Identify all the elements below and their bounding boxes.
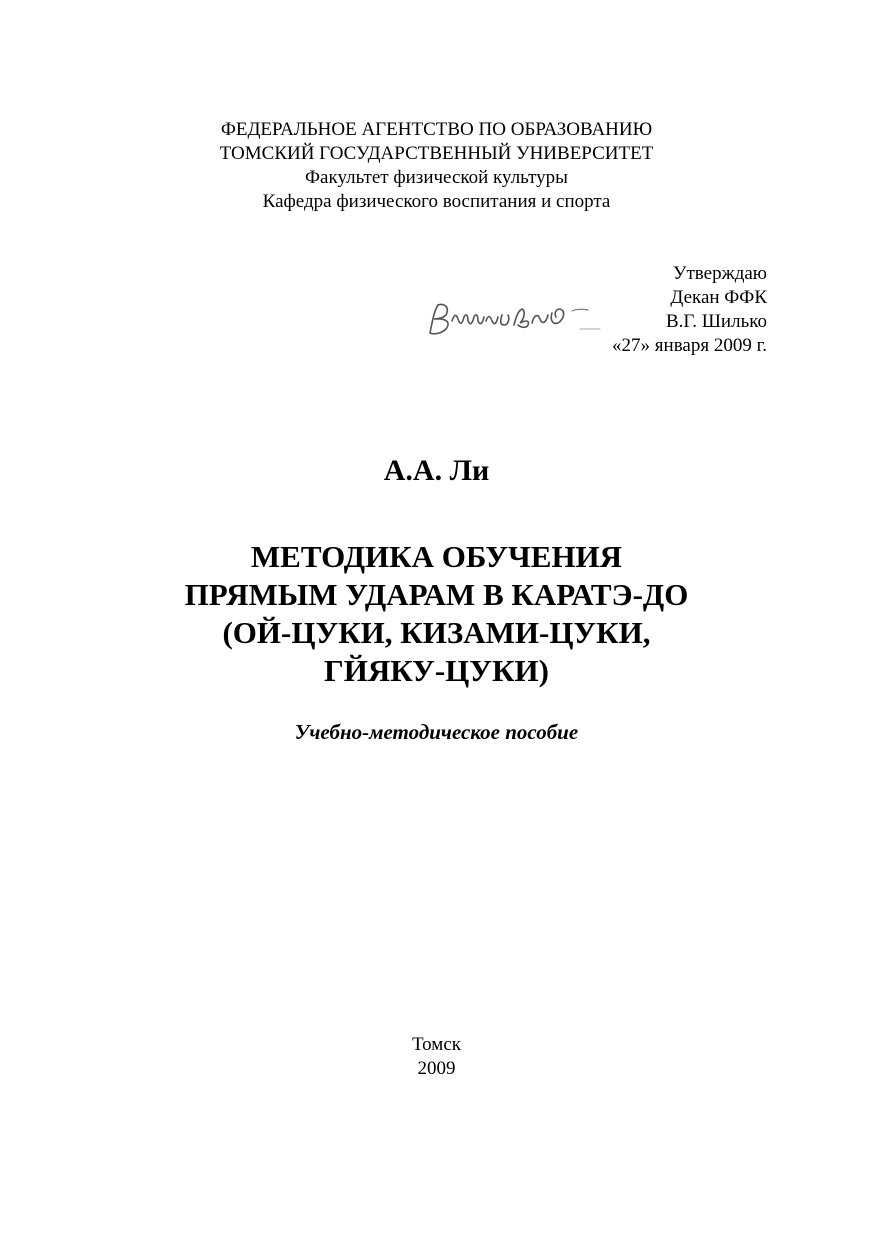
document-type: Учебно-методическое пособие: [294, 720, 579, 744]
approver-name: В.Г. Шилько: [665, 311, 767, 332]
approver-position: Декан ФФК: [670, 287, 767, 308]
department-name: Кафедра физического воспитания и спорта: [262, 191, 611, 212]
publication-info: [0, 1033, 873, 1081]
university-name: ТОМСКИЙ ГОСУДАРСТВЕННЫЙ УНИВЕРСИТЕТ: [219, 143, 654, 164]
title-line: ПРЯМЫМ УДАРАМ В КАРАТЭ-ДО: [184, 577, 689, 612]
year: 2009: [417, 1058, 456, 1079]
author-name: А.А. Ли: [383, 454, 490, 487]
city: Томск: [411, 1034, 461, 1055]
document-title: [0, 538, 873, 690]
approval-date: «27» января 2009 г.: [612, 335, 767, 356]
approval-label: Утверждаю: [673, 263, 767, 284]
agency-name: ФЕДЕРАЛЬНОЕ АГЕНТСТВО ПО ОБРАЗОВАНИЮ: [220, 119, 653, 140]
handwritten-signature: [420, 285, 610, 345]
approval-stamp: [612, 262, 767, 358]
title-line: ГЙЯКУ-ЦУКИ): [324, 653, 549, 688]
organization-header: [0, 118, 873, 214]
title-line: МЕТОДИКА ОБУЧЕНИЯ: [250, 539, 623, 574]
title-line: (ОЙ-ЦУКИ, КИЗАМИ-ЦУКИ,: [222, 615, 651, 650]
faculty-name: Факультет физической культуры: [305, 167, 568, 188]
